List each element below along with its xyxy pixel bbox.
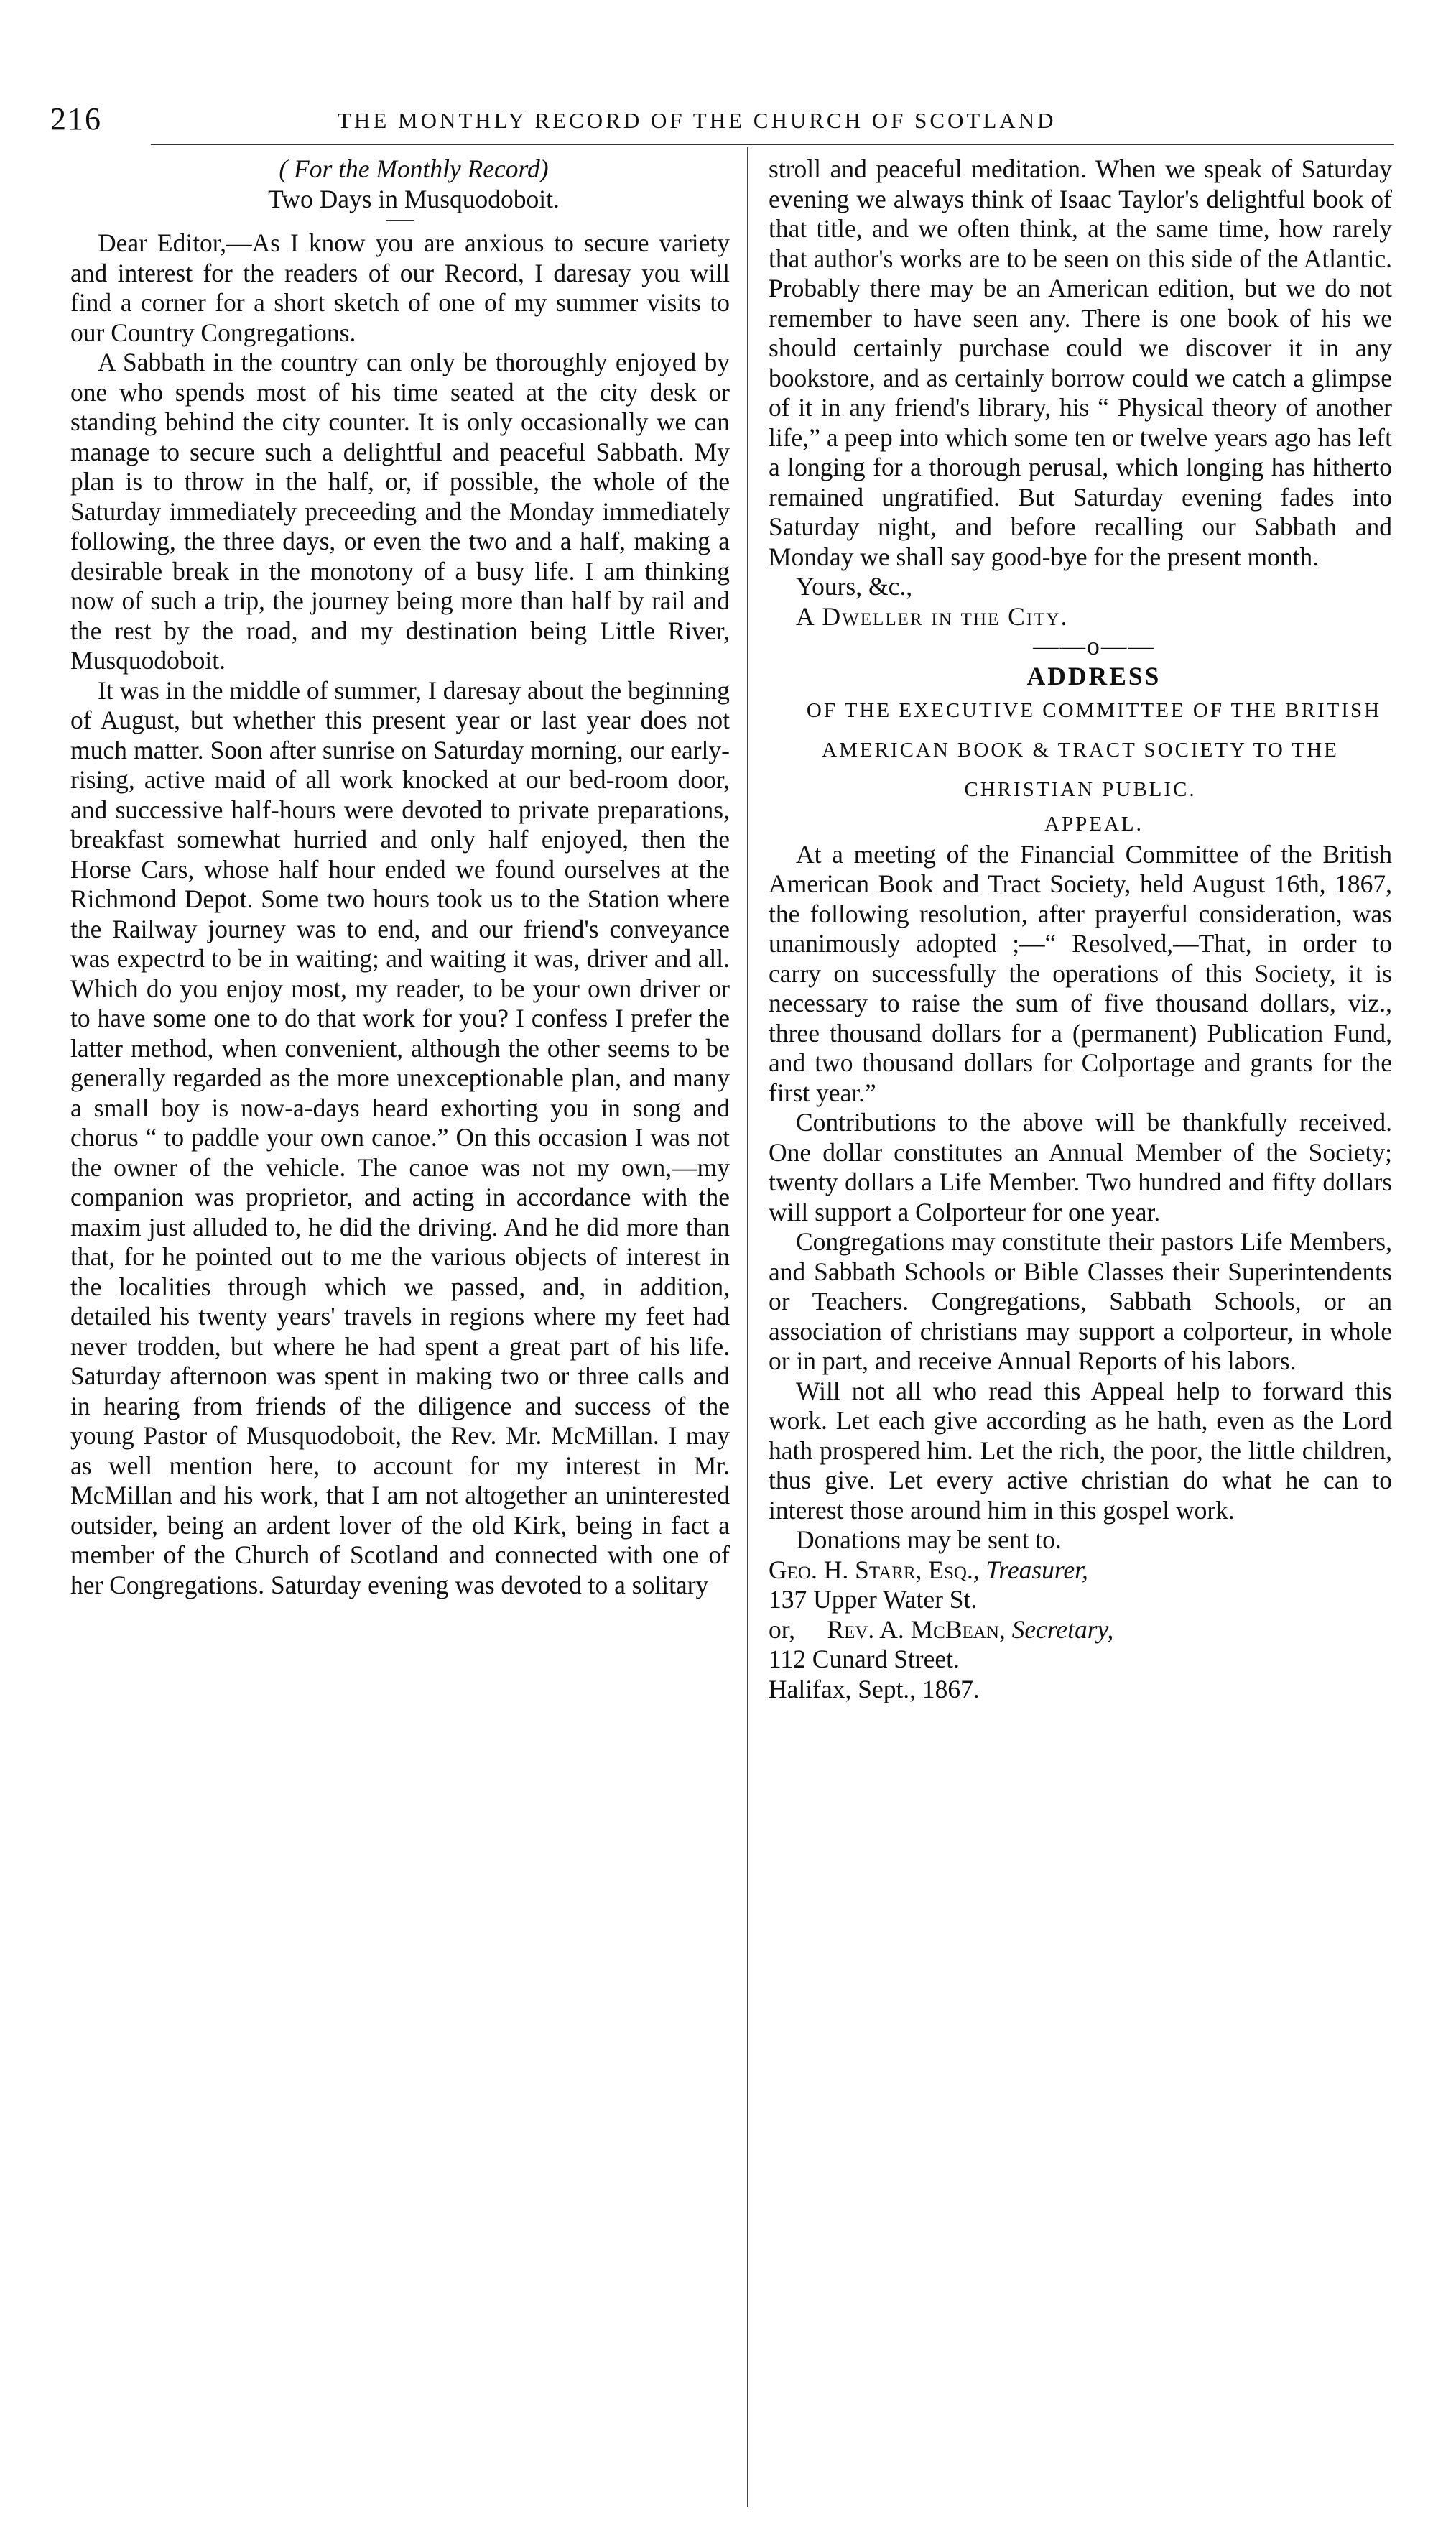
- treasurer-line: [769, 1555, 1392, 1586]
- secretary-title: Secretary,: [1011, 1614, 1114, 1644]
- article-byline: ( For the Monthly Record): [279, 154, 549, 183]
- paragraph: A Sabbath in the country can only be thoroughly enjoyed by one who spends most of his time seated at the city desk or standing behind the city counter. It is only occasionally we can manage to secure such a delightful and peaceful Sabbath. My plan is to throw in the half, or, if possible, the whole of the Saturday immediately preceeding and the Monday immediately following, the three days, or even the two and a half, making a desirable break in the monotony of a busy life. I am thinking now of such a trip, the journey being more than half by rail and the rest by the road, and my destination being Little River, Musquodoboit.: [70, 348, 730, 675]
- address-title: ADDRESS: [1026, 661, 1161, 690]
- or-label: or,: [769, 1614, 796, 1644]
- signoff-author: A Dweller in the City.: [796, 601, 1069, 631]
- secretary-line: [769, 1615, 1392, 1645]
- running-head: THE MONTHLY RECORD OF THE CHURCH OF SCOTLAND: [338, 108, 1057, 133]
- paragraph-continuation: stroll and peaceful meditation. When we speak of Saturday evening we always think of Isaac Taylor's delightful book of that title, and we often think, at the same time, how rarely that author's works are to be seen on this side of the Atlantic. Probably there may be an American edition, but we do not remember to have seen any. There is one book of his we should certainly purchase could we discover it in any bookstore, and as certainly borrow could we catch a glimpse of it in any friend's library, his “ Physical theory of another life,” a peep into which some ten or twelve years ago has left a longing for a thorough perusal, which longing has hitherto remained ungratified. But Saturday evening fades into Saturday night, and before recalling our Sabbath and Monday we shall say good-bye for the present month.: [769, 154, 1392, 571]
- paragraph: It was in the middle of summer, I daresay about the beginning of August, but whether this present year or last year does not much matter. Soon after sunrise on Saturday morning, our early-rising, active maid of all work knocked at our bed-room door, and successive half-hours were devoted to private preparations, breakfast somewhat hurried and only half enjoyed, then the Horse Cars, whose half hour ended we found ourselves at the Richmond Depot. Some two hours took us to the Station where the Railway journey was to end, and our friend's conveyance was expectrd to be in waiting; and waiting it was, driver and all. Which do you enjoy most, my reader, to be your own driver or to have some one to do that work for you? I confess I prefer the latter method, when convenient, although the other seems to be generally regarded as the more unexceptionable plan, and many a small boy is now-a-days heard exhorting you in song and chorus “ to paddle your own canoe.” On this occasion I was not the owner of the vehicle. The canoe was not my own,—my companion was proprietor, and acting in accordance with the maxim just alluded to, he did the driving. And he did more than that, for he pointed out to me the various objects of interest in the localities through which we passed, and, in addition, detailed his twenty years' travels in regions where my feet had never trodden, but where he had spent a great part of his life. Saturday afternoon was spent in making two or three calls and in hearing from friends of the diligence and success of the young Pastor of Musquodoboit, the Rev. Mr. McMillan. I may as well mention here, to account for my interest in Mr. McMillan and his work, that I am not altogether an uninterested outsider, being an ardent lover of the old Kirk, being in fact a member of the Church of Scotland and connected with one of her Congregations. Saturday evening was devoted to a solitary: [70, 675, 730, 1599]
- appeal-label: APPEAL.: [1044, 813, 1144, 836]
- secretary-name: Rev. A. McBean,: [827, 1614, 1006, 1644]
- column-divider: [747, 147, 748, 2507]
- right-column: [769, 154, 1392, 1704]
- left-column: [70, 154, 730, 1600]
- section-separator: ——o——: [1033, 632, 1155, 660]
- page-number: 216: [50, 101, 102, 137]
- title-rule: [386, 220, 414, 221]
- address-subtitle: OF THE EXECUTIVE COMMITTEE OF THE BRITISH AMERICAN BOOK & TRACT SOCIETY TO THE CHRISTIAN PUBLIC.: [806, 699, 1382, 801]
- dateline: Halifax, Sept., 1867.: [769, 1674, 980, 1703]
- paragraph: Congregations may constitute their pastors Life Members, and Sabbath Schools or Bible Classes their Superintendents or Teachers. Congregations, Sabbath Schools, or an association of christians may support a colporteur, in whole or in part, and receive Annual Reports of his labors.: [769, 1227, 1392, 1375]
- article-title: Two Days in Musquodoboit.: [268, 184, 560, 213]
- treasurer-name: Geo. H. Starr, Esq.,: [769, 1555, 980, 1584]
- paragraph: At a meeting of the Financial Committee of the British American Book and Tract Society, held August 16th, 1867, the following resolution, after prayerful consideration, was unanimously adopted ;—“ Resolved,—That, in order to carry on successfully the operations of this Society, it is necessary to raise the sum of five thousand dollars, viz., three thousand dollars for a (permanent) Publication Fund, and two thousand dollars for Colportage and grants for the first year.”: [769, 839, 1392, 1107]
- paragraph: Dear Editor,—As I know you are anxious to secure variety and interest for the readers of our Record, I daresay you will find a corner for a short sketch of one of my summer visits to our Country Congregations.: [70, 228, 730, 347]
- page-header: [50, 101, 1370, 144]
- paragraph: Contributions to the above will be thankfully received. One dollar constitutes an Annual Member of the Society; twenty dollars a Life Member. Two hundred and fifty dollars will support a Colporteur for one year.: [769, 1108, 1392, 1226]
- secretary-address: 112 Cunard Street.: [769, 1645, 960, 1673]
- treasurer-address: 137 Upper Water St.: [769, 1585, 978, 1614]
- treasurer-title: Treasurer,: [986, 1555, 1088, 1584]
- header-rule: [151, 144, 1394, 145]
- paragraph: Donations may be sent to.: [796, 1525, 1062, 1554]
- signoff-yours: Yours, &c.,: [796, 572, 913, 601]
- paragraph: Will not all who read this Appeal help to forward this work. Let each give according as he hath, even as the Lord hath prospered him. Let the rich, the poor, the little children, thus give. Let every active christian do what he can to interest those around him in this gospel work.: [769, 1376, 1392, 1525]
